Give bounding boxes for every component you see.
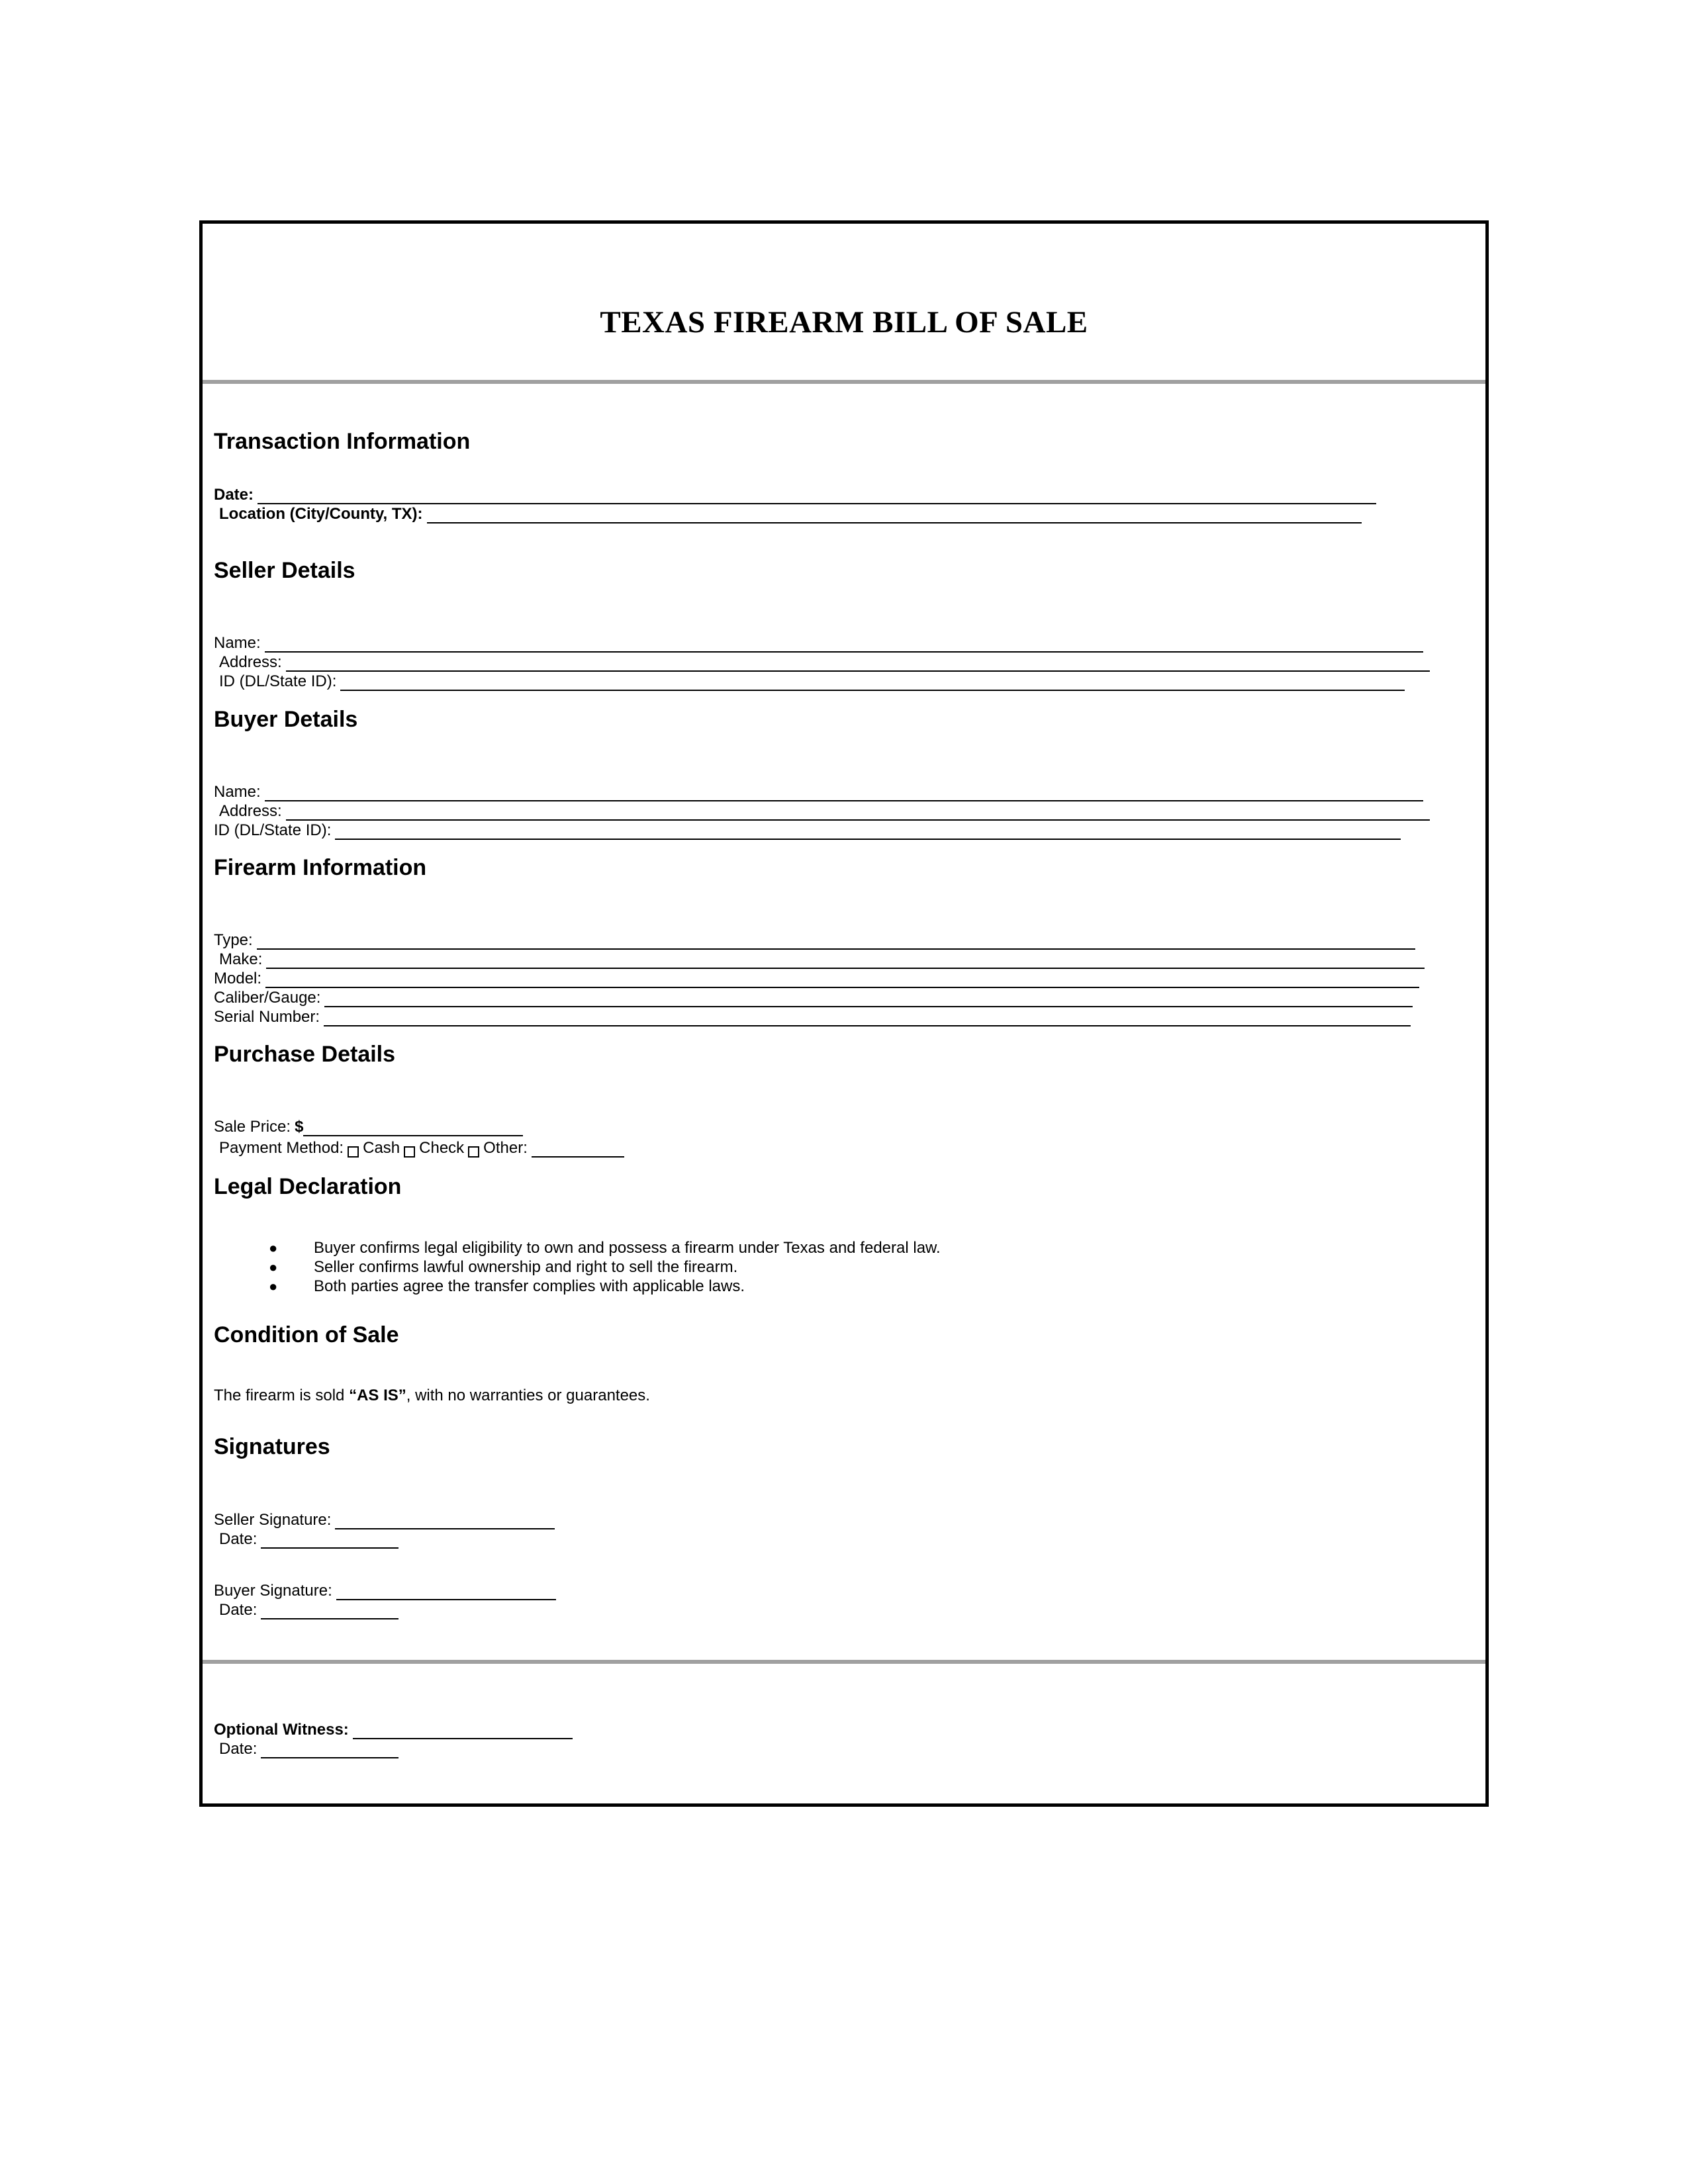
witness-field[interactable] bbox=[353, 1723, 573, 1739]
firearm-serial-row bbox=[214, 1007, 1411, 1026]
buyer-signature-label: Buyer Signature: bbox=[214, 1582, 332, 1600]
seller-id-row bbox=[219, 672, 1405, 691]
buyer-name-field[interactable] bbox=[265, 786, 1423, 801]
buyer-date-label: Date: bbox=[219, 1601, 258, 1619]
seller-address-field[interactable] bbox=[286, 656, 1430, 672]
currency-symbol: $ bbox=[295, 1118, 304, 1136]
legal-declaration-list bbox=[214, 1238, 941, 1296]
check-option-label: Check bbox=[419, 1139, 465, 1157]
firearm-caliber-label: Caliber/Gauge: bbox=[214, 989, 321, 1007]
firearm-make-label: Make: bbox=[219, 950, 263, 968]
buyer-id-field[interactable] bbox=[335, 824, 1401, 840]
section-heading-legal: Legal Declaration bbox=[214, 1174, 402, 1199]
section-heading-buyer: Buyer Details bbox=[214, 707, 358, 732]
cash-checkbox[interactable] bbox=[348, 1146, 359, 1158]
seller-name-row bbox=[214, 633, 1423, 653]
firearm-type-row bbox=[214, 931, 1415, 950]
date-field[interactable] bbox=[258, 488, 1376, 504]
section-heading-condition: Condition of Sale bbox=[214, 1322, 399, 1347]
section-heading-signatures: Signatures bbox=[214, 1434, 330, 1459]
witness-date-row bbox=[219, 1739, 399, 1758]
sale-price-field[interactable] bbox=[303, 1120, 523, 1136]
witness-date-label: Date: bbox=[219, 1740, 258, 1758]
sale-price-label: Sale Price: bbox=[214, 1118, 291, 1136]
declaration-text: Both parties agree the transfer complies with applicable laws. bbox=[314, 1277, 745, 1295]
list-item bbox=[214, 1257, 941, 1277]
firearm-caliber-field[interactable] bbox=[324, 991, 1413, 1007]
bullet-icon: ● bbox=[269, 1240, 278, 1256]
seller-signature-field[interactable] bbox=[335, 1514, 555, 1529]
declaration-text: Buyer confirms legal eligibility to own and possess a firearm under Texas and federal law. bbox=[314, 1239, 941, 1257]
firearm-make-field[interactable] bbox=[266, 953, 1425, 969]
payment-method-row bbox=[219, 1138, 624, 1158]
section-heading-purchase: Purchase Details bbox=[214, 1042, 396, 1067]
section-heading-firearm: Firearm Information bbox=[214, 855, 427, 880]
condition-text-part: The firearm is sold bbox=[214, 1387, 350, 1404]
other-payment-field[interactable] bbox=[532, 1142, 624, 1158]
seller-date-label: Date: bbox=[219, 1530, 258, 1548]
section-heading-transaction: Transaction Information bbox=[214, 429, 471, 454]
firearm-type-label: Type: bbox=[214, 931, 253, 949]
seller-date-field[interactable] bbox=[261, 1533, 399, 1549]
condition-text bbox=[214, 1387, 650, 1405]
other-checkbox[interactable] bbox=[468, 1146, 479, 1158]
buyer-address-label: Address: bbox=[219, 802, 282, 820]
buyer-address-row bbox=[219, 801, 1430, 821]
firearm-serial-label: Serial Number: bbox=[214, 1008, 320, 1026]
other-option-label: Other: bbox=[483, 1139, 528, 1157]
check-checkbox[interactable] bbox=[404, 1146, 415, 1158]
buyer-signature-field[interactable] bbox=[336, 1584, 556, 1600]
buyer-address-field[interactable] bbox=[286, 805, 1430, 821]
cash-option-label: Cash bbox=[363, 1139, 400, 1157]
seller-signature-label: Seller Signature: bbox=[214, 1511, 332, 1529]
bullet-icon: ● bbox=[269, 1259, 278, 1275]
seller-date-row bbox=[219, 1529, 399, 1549]
sale-price-row bbox=[214, 1117, 523, 1136]
seller-id-label: ID (DL/State ID): bbox=[219, 672, 337, 690]
buyer-date-row bbox=[219, 1600, 399, 1619]
condition-text-part: , with no warranties or guarantees. bbox=[406, 1387, 650, 1404]
witness-row bbox=[214, 1720, 573, 1739]
as-is-text: “AS IS” bbox=[349, 1387, 406, 1404]
document-title: TEXAS FIREARM BILL OF SALE bbox=[600, 305, 1088, 340]
firearm-make-row bbox=[219, 950, 1425, 969]
location-label: Location (City/County, TX): bbox=[219, 505, 423, 523]
seller-signature-row bbox=[214, 1510, 555, 1529]
list-item bbox=[214, 1277, 941, 1296]
firearm-model-row bbox=[214, 969, 1419, 988]
header-divider bbox=[203, 380, 1485, 384]
witness-date-field[interactable] bbox=[261, 1743, 399, 1758]
buyer-id-label: ID (DL/State ID): bbox=[214, 821, 332, 839]
list-item bbox=[214, 1238, 941, 1257]
payment-method-label: Payment Method: bbox=[219, 1139, 344, 1157]
seller-name-field[interactable] bbox=[265, 637, 1423, 653]
date-label: Date: bbox=[214, 486, 254, 504]
firearm-model-label: Model: bbox=[214, 970, 262, 987]
seller-address-label: Address: bbox=[219, 653, 282, 671]
seller-address-row bbox=[219, 653, 1430, 672]
bullet-icon: ● bbox=[269, 1278, 278, 1295]
buyer-date-field[interactable] bbox=[261, 1604, 399, 1619]
buyer-id-row bbox=[214, 821, 1401, 840]
location-field[interactable] bbox=[427, 508, 1362, 523]
footer-divider bbox=[203, 1660, 1485, 1664]
seller-name-label: Name: bbox=[214, 634, 261, 652]
seller-id-field[interactable] bbox=[340, 675, 1405, 691]
buyer-name-label: Name: bbox=[214, 783, 261, 801]
document-frame bbox=[199, 220, 1489, 1807]
firearm-caliber-row bbox=[214, 988, 1413, 1007]
firearm-serial-field[interactable] bbox=[324, 1011, 1411, 1026]
witness-label: Optional Witness: bbox=[214, 1721, 349, 1739]
firearm-type-field[interactable] bbox=[257, 934, 1415, 950]
location-field-row bbox=[219, 504, 1362, 523]
buyer-name-row bbox=[214, 782, 1423, 801]
section-heading-seller: Seller Details bbox=[214, 558, 355, 583]
firearm-model-field[interactable] bbox=[265, 972, 1419, 988]
buyer-signature-row bbox=[214, 1581, 556, 1600]
date-field-row bbox=[214, 485, 1376, 504]
declaration-text: Seller confirms lawful ownership and right to sell the firearm. bbox=[314, 1258, 738, 1276]
